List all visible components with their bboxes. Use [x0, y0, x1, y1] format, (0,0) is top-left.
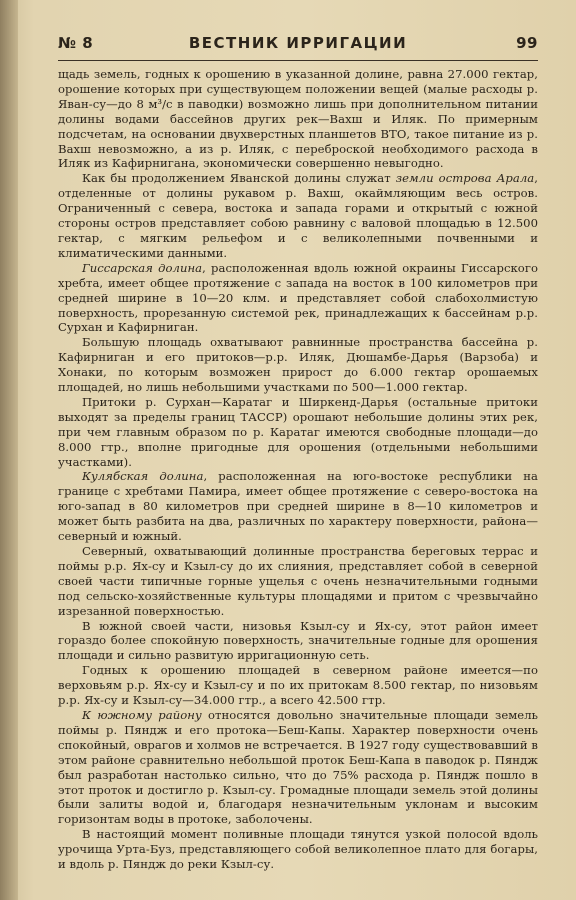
paragraph: В южной своей части, низовья Кзыл-су и Ях-су, этот район имеет гораздо более спокойную поверхность, значительные годные для орошения площади и сильно развитую ирригационную сеть. [58, 618, 538, 663]
emphasized-term: Кулябская долина [82, 469, 204, 484]
paragraph: Большую площадь охватывают равнинные пространства бассейна р. Кафирниган и его притоков—р.р. Иляк, Дюшамбе-Дарья (Варзоба) и Хонаки, по которым возможен прирост до 6.000 гектар орошаемых площадей, но лишь небольшими участками по 500—1.000 гектар. [58, 335, 538, 395]
article-body [58, 67, 538, 872]
paragraph: Годных к орошению площадей в северном районе имеется—по верховьям р.р. Ях-су и Кзыл-су и по их притокам 8.500 гектар, по низовьям р.р. Ях-су и Кзыл-су—34.000 гтр., а всего 42.500 гтр. [58, 663, 538, 708]
paragraph: В настоящий момент поливные площади тянутся узкой полосой вдоль урочища Урта-Буз, представляющего собой великолепное плато для богары, и вдоль р. Пяндж до реки Кзыл-су. [58, 827, 538, 872]
paragraph: Северный, охватывающий долинные пространства береговых террас и поймы р.р. Ях-су и Кзыл-су до их слияния, представляет собой в северной своей части типичные горные ущелья с очень незначительными годными под сельско-хозяйственные культуры площадями и притом с чрезвычайно изрезанной поверхностью. [58, 544, 538, 618]
issue-number: № 8 [58, 34, 94, 52]
paragraph: Притоки р. Сурхан—Каратаг и Ширкенд-Дарья (остальные притоки выходят за пределы границ ТАССР) орошают небольшие долины этих рек, при чем главным образом по р. Каратаг имеются свободные площади—до 8.000 гтр., вполне пригодные для орошения (отдельными небольшими участками). [58, 394, 538, 469]
running-header [58, 22, 538, 61]
journal-title: ВЕСТНИК ИРРИГАЦИИ [188, 34, 408, 52]
emphasized-term: К южному району [82, 707, 202, 722]
paragraph: Кулябская долина, расположенная на юго-востоке республики на границе с хребтами Памира, имеет общее протяжение с северо-востока на юго-запад в 80 километров при средней ширине в 8—10 километров и может быть разбита на два, различных по характеру поверхности, района—северный и южный. [58, 469, 538, 544]
page-number: 99 [516, 34, 538, 52]
paragraph: щадь земель, годных к орошению в указанной долине, равна 27.000 гектар, орошение которых при существующем положении вещей (малые расходы р. Яван-су—до 8 м³/с в паводки) возможно лишь при дополнительном питании долины водами бассейнов других рек—Вахш и Иляк. По примерным подсчетам, на основании двухверстных планшетов ВТО, такое питание из р. Вахш невозможно, а из р. Иляк, с переброской необходимого расхода в Иляк из Кафирнигана, экономически совершенно невыгодно. [58, 67, 538, 171]
page-gutter-shadow [0, 0, 18, 900]
emphasized-term: Гиссарская долина [82, 260, 203, 275]
paragraph: Гиссарская долина, расположенная вдоль южной окраины Гиссарского хребта, имеет общее протяжение с запада на восток в 100 километров при средней ширине в 10—20 клм. и представляет собой слабохолмистую поверхность, прорезанную системой рек, принадлежащих к бассейнам р.р. Сурхан и Кафирниган. [58, 260, 538, 335]
paragraph: К южному району относятся довольно значительные площади земель поймы р. Пяндж и его протока—Беш-Капы. Характер поверхности очень спокойный, оврагов и холмов не встречается. В 1927 году существовавший в этом районе сравнительно небольшой проток Беш-Капа в паводок р. Пяндж был разработан настолько сильно, что до 75% расхода р. Пяндж пошло в этот проток и достигло р. Кзыл-су. Громадные площади земель этой долины были залиты водой и, благодаря незначительным уклонам и высоким горизонтам воды в протоке, заболочены. [58, 707, 538, 827]
emphasized-term: земли острова Арала [395, 171, 535, 186]
paragraph: Как бы продолжением Яванской долины служат земли острова Арала, отделенные от долины рукавом р. Вахш, окаймляющим весь остров. Ограниченный с севера, востока и запада горами и открытый с южной стороны остров представляет собою равнину с валовой площадью в 12.500 гектар, с мягким рельефом и с великолепными почвенными и климатическими данными. [58, 171, 539, 260]
